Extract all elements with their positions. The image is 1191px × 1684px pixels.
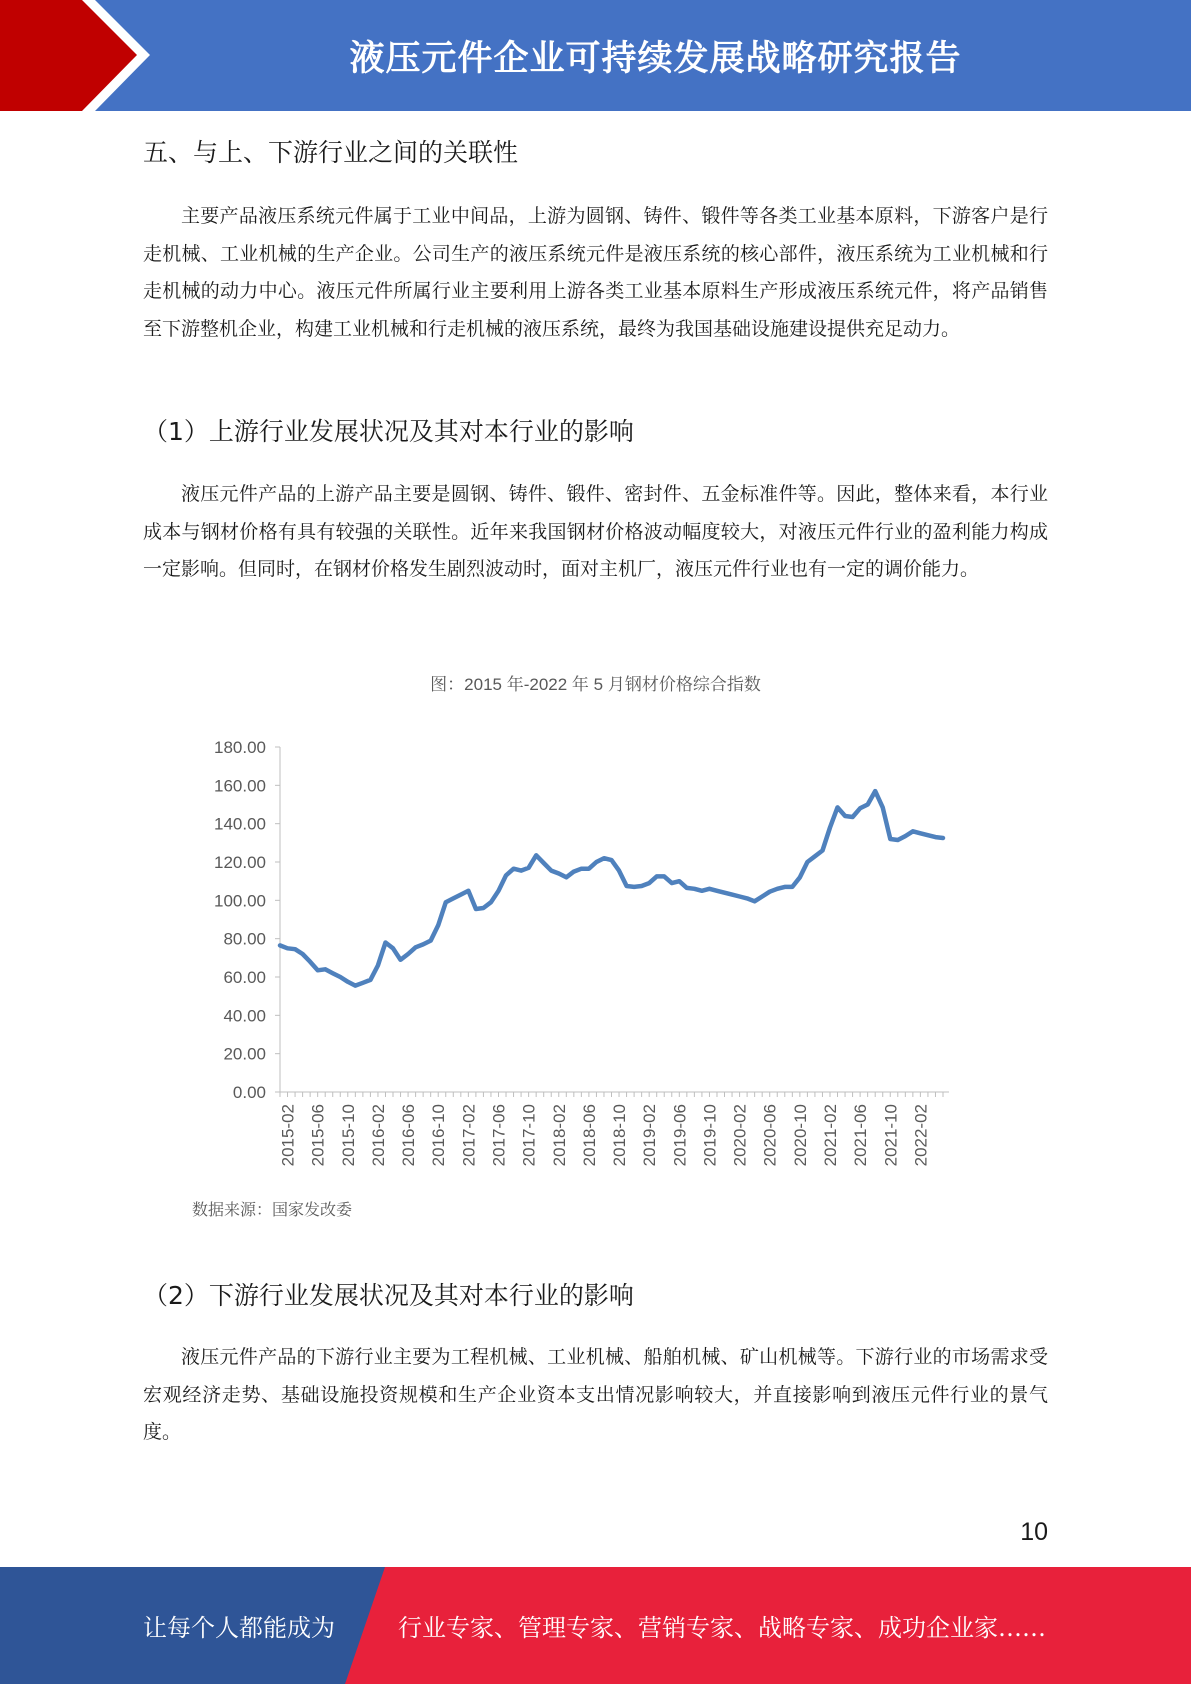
x-tick-label: 2022-02 [911,1104,931,1167]
y-tick-label: 80.00 [223,929,266,949]
y-tick-label: 60.00 [223,968,266,987]
x-tick-label: 2018-06 [579,1104,599,1167]
y-tick-label: 100.00 [214,891,266,911]
x-tick-label: 2016-06 [399,1104,419,1167]
header-arrow-red [0,0,137,111]
subsection-1-heading: （1）上游行业发展状况及其对本行业的影响 [143,417,634,446]
x-tick-label: 2019-10 [700,1104,720,1167]
y-tick-label: 160.00 [214,776,266,796]
page-number: 10 [1020,1518,1048,1546]
page-footer [0,1567,1191,1684]
x-tick-label: 2021-02 [820,1104,840,1167]
intro-paragraph: 主要产品液压系统元件属于工业中间品，上游为圆钢、铸件、锻件等各类工业基本原料，下游客户是行走机械、工业机械的生产企业。公司生产的液压系统元件是液压系统的核心部件，液压系统为工业机械和行走机械的动力中心。液压元件所属行业主要利用上游各类工业基本原料生产形成液压系统元件，将产品销售至下游整机企业，构建工业机械和行走机械的液压系统，最终为我国基础设施建设提供充足动力。 [143,205,1048,340]
footer-slogan-right: 行业专家、管理专家、营销专家、战略专家、成功企业家…… [398,1614,1046,1642]
x-tick-label: 2017-10 [519,1104,539,1167]
report-title: 液压元件企业可持续发展战略研究报告 [349,38,962,79]
x-tick-label: 2020-02 [730,1104,750,1167]
x-tick-label: 2017-02 [459,1104,479,1167]
x-tick-label: 2018-10 [610,1104,630,1167]
x-tick-label: 2015-02 [278,1104,298,1167]
x-tick-label: 2015-10 [338,1104,358,1167]
x-tick-label: 2016-02 [368,1104,388,1167]
x-tick-label: 2019-06 [670,1104,690,1167]
y-tick-label: 0.00 [232,1083,266,1102]
footer-slogan-left: 让每个人都能成为 [143,1614,335,1642]
y-tick-label: 40.00 [223,1006,266,1026]
x-tick-label: 2016-10 [429,1104,449,1167]
data-source-note: 数据来源：国家发改委 [192,1202,353,1219]
subsection-1-paragraph: 液压元件产品的上游产品主要是圆钢、铸件、锻件、密封件、五金标准件等。因此，整体来看，本行业成本与钢材价格有具有较强的关联性。近年来我国钢材价格波动幅度较大，对液压元件行业的盈利能力构成一定影响。但同时，在钢材价格发生剧烈波动时，面对主机厂，液压元件行业也有一定的调价能力。 [143,483,1048,580]
y-tick-label: 180.00 [214,738,266,757]
x-tick-label: 2018-02 [549,1104,569,1167]
x-tick-label: 2017-06 [489,1104,509,1167]
y-tick-label: 120.00 [214,853,266,872]
steel-price-index-line [280,791,943,986]
x-tick-label: 2020-06 [760,1104,780,1167]
x-tick-label: 2019-02 [640,1104,660,1167]
x-tick-label: 2021-10 [881,1104,901,1167]
x-tick-label: 2015-06 [308,1104,328,1167]
x-tick-label: 2020-10 [790,1104,810,1167]
chart-caption: 图：2015 年-2022 年 5 月钢材价格综合指数 [430,675,761,694]
y-tick-label: 20.00 [223,1044,266,1064]
x-tick-label: 2021-06 [851,1104,871,1167]
subsection-2-heading: （2）下游行业发展状况及其对本行业的影响 [143,1281,634,1310]
page-header [0,0,1191,111]
subsection-2-paragraph: 液压元件产品的下游行业主要为工程机械、工业机械、船舶机械、矿山机械等。下游行业的市场需求受宏观经济走势、基础设施投资规模和生产企业资本支出情况影响较大，并直接影响到液压元件行业的景气度。 [143,1346,1048,1443]
steel-price-index-chart [180,720,960,1185]
y-tick-label: 140.00 [214,814,266,834]
section-heading: 五、与上、下游行业之间的关联性 [143,138,519,167]
